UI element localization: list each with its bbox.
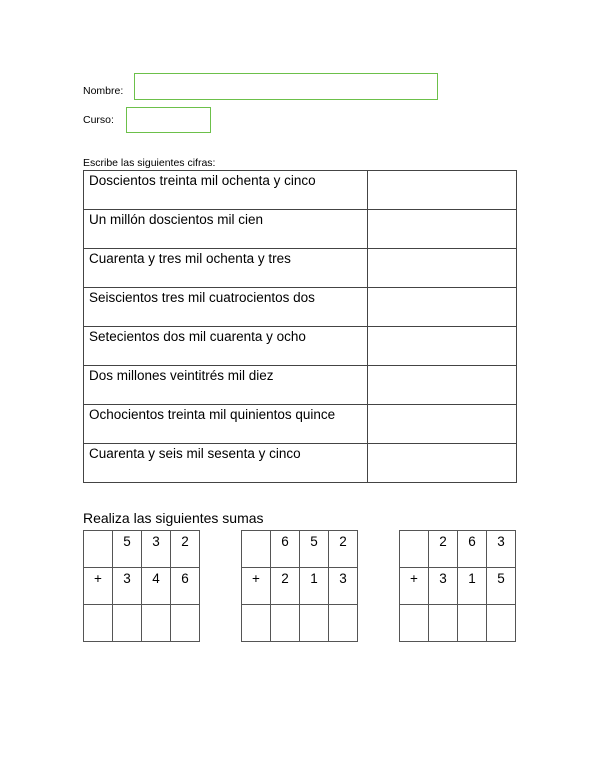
sum-grid-2: [241, 530, 358, 642]
sum-cell: 1: [300, 568, 329, 605]
sum-cell: [242, 531, 271, 568]
result-cell[interactable]: [142, 605, 171, 642]
number-word-text: Setecientos dos mil cuarenta y ocho: [84, 327, 368, 366]
number-words-table: [83, 170, 517, 483]
sum-cell: 2: [329, 531, 358, 568]
result-cell[interactable]: [300, 605, 329, 642]
sum-cell: 3: [113, 568, 142, 605]
result-cell[interactable]: [458, 605, 487, 642]
sum-cell: 3: [142, 531, 171, 568]
result-cell[interactable]: [487, 605, 516, 642]
sum-cell: 6: [458, 531, 487, 568]
sum-cell: 5: [487, 568, 516, 605]
result-cell[interactable]: [113, 605, 142, 642]
answer-cell[interactable]: [368, 327, 517, 366]
table-row: [84, 210, 517, 249]
sum-cell: 3: [487, 531, 516, 568]
table-row: [84, 171, 517, 210]
plus-sign: +: [84, 568, 113, 605]
table-row: [84, 405, 517, 444]
table-row: [84, 288, 517, 327]
sum-cell: 5: [113, 531, 142, 568]
answer-cell[interactable]: [368, 210, 517, 249]
number-word-text: Un millón doscientos mil cien: [84, 210, 368, 249]
sum-cell: 5: [300, 531, 329, 568]
sum-grid-1: [83, 530, 200, 642]
sum-cell: 2: [429, 531, 458, 568]
number-word-text: Cuarenta y seis mil sesenta y cinco: [84, 444, 368, 483]
result-cell[interactable]: [171, 605, 200, 642]
sum-cell: 3: [329, 568, 358, 605]
sum-cell: 6: [171, 568, 200, 605]
plus-sign: +: [242, 568, 271, 605]
answer-cell[interactable]: [368, 288, 517, 327]
number-word-text: Seiscientos tres mil cuatrocientos dos: [84, 288, 368, 327]
result-cell[interactable]: [429, 605, 458, 642]
result-cell[interactable]: [400, 605, 429, 642]
sum-cell: [400, 531, 429, 568]
result-cell[interactable]: [271, 605, 300, 642]
name-input[interactable]: [134, 73, 438, 100]
number-word-text: Cuarenta y tres mil ochenta y tres: [84, 249, 368, 288]
answer-cell[interactable]: [368, 444, 517, 483]
sum-cell: 2: [271, 568, 300, 605]
sum-cell: 1: [458, 568, 487, 605]
answer-cell[interactable]: [368, 171, 517, 210]
course-label: Curso:: [83, 114, 114, 126]
write-numbers-heading: Escribe las siguientes cifras:: [83, 157, 216, 169]
plus-sign: +: [400, 568, 429, 605]
sum-cell: 3: [429, 568, 458, 605]
sum-cell: 2: [171, 531, 200, 568]
course-input[interactable]: [126, 107, 211, 133]
table-row: [84, 327, 517, 366]
table-row: [84, 444, 517, 483]
sum-grid-3: [399, 530, 516, 642]
answer-cell[interactable]: [368, 249, 517, 288]
number-word-text: Dos millones veintitrés mil diez: [84, 366, 368, 405]
answer-cell[interactable]: [368, 405, 517, 444]
sum-cell: 6: [271, 531, 300, 568]
sum-cell: [84, 531, 113, 568]
sums-heading: Realiza las siguientes sumas: [83, 510, 264, 526]
result-cell[interactable]: [84, 605, 113, 642]
name-label: Nombre:: [83, 85, 124, 97]
answer-cell[interactable]: [368, 366, 517, 405]
result-cell[interactable]: [242, 605, 271, 642]
sum-cell: 4: [142, 568, 171, 605]
table-row: [84, 366, 517, 405]
number-word-text: Doscientos treinta mil ochenta y cinco: [84, 171, 368, 210]
result-cell[interactable]: [329, 605, 358, 642]
table-row: [84, 249, 517, 288]
number-word-text: Ochocientos treinta mil quinientos quince: [84, 405, 368, 444]
